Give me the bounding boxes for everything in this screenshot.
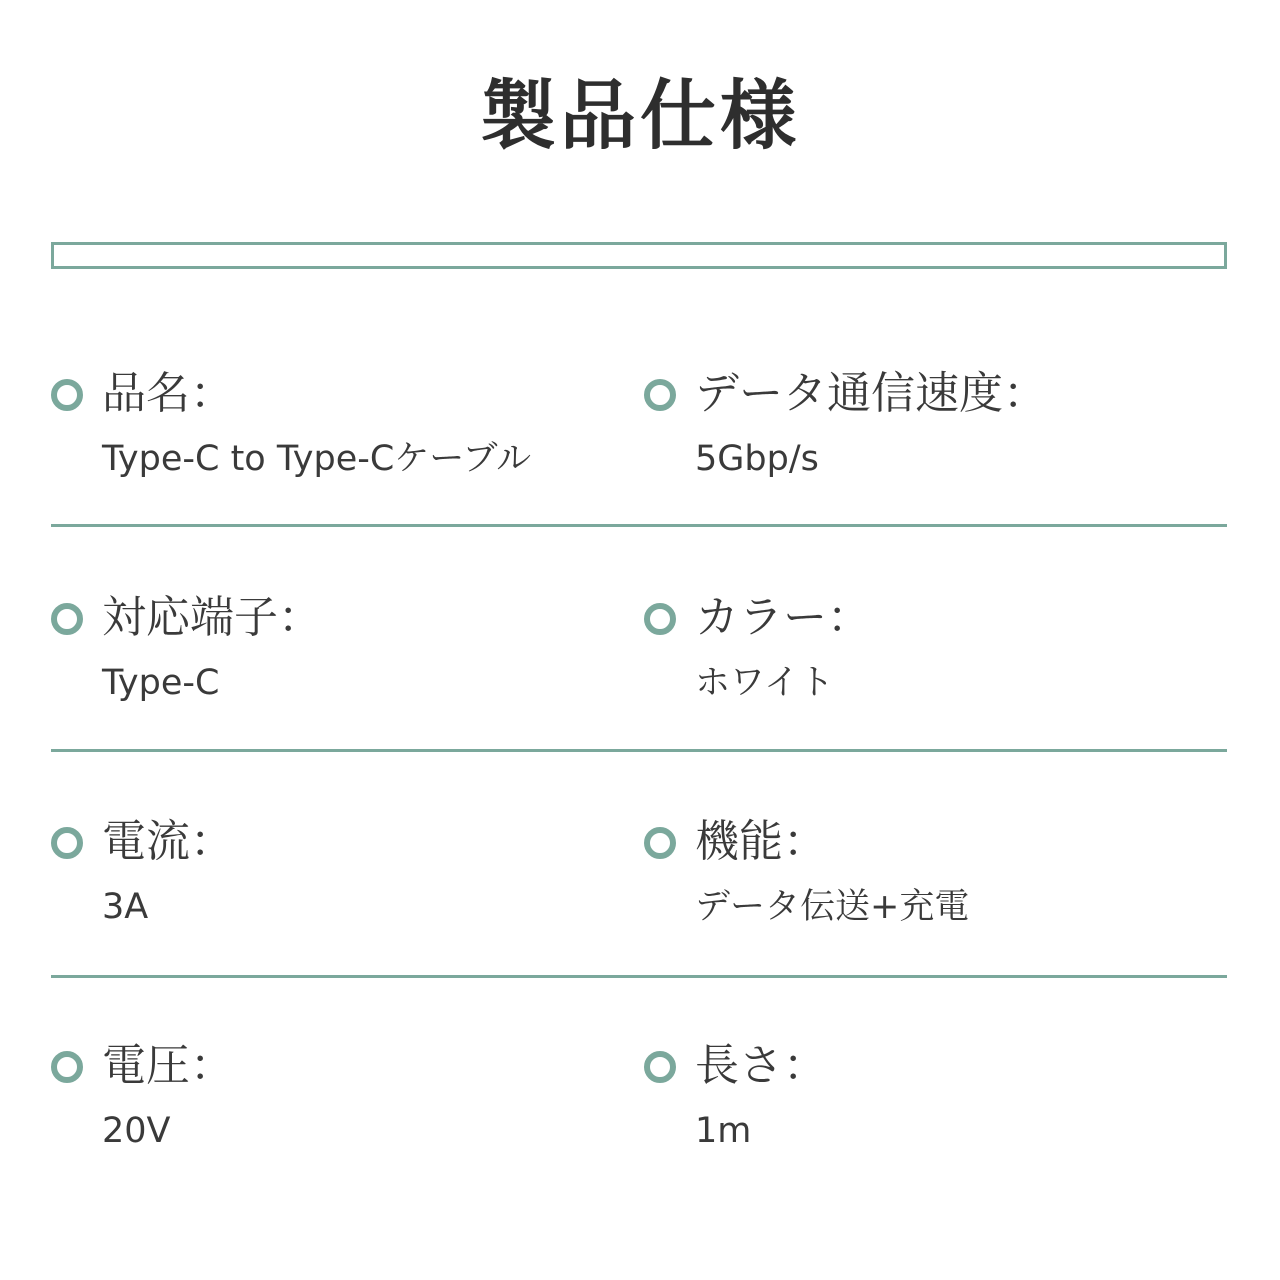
spec-label: 電圧： <box>102 1040 234 1091</box>
page-title: 製品仕様 <box>480 71 800 160</box>
spec-label: 長さ： <box>695 1040 827 1091</box>
spec-value: データ伝送+充電 <box>695 887 970 927</box>
title-underline-bar <box>51 242 1227 269</box>
spec-value: 3A <box>102 887 149 927</box>
spec-label: 電流： <box>102 816 234 867</box>
spec-label: 品名： <box>102 368 234 419</box>
spec-value: ホワイト <box>695 663 834 703</box>
spec-label: 対応端子： <box>102 592 322 643</box>
row-divider <box>51 975 1227 978</box>
spec-label: データ通信速度： <box>695 368 1047 419</box>
circle-bullet-icon <box>644 603 676 635</box>
spec-value: Type-C to Type-Cケーブル <box>102 439 532 479</box>
row-divider <box>51 524 1227 527</box>
spec-label: 機能： <box>695 816 827 867</box>
row-divider <box>51 749 1227 752</box>
spec-value: 5Gbp/s <box>695 439 819 479</box>
circle-bullet-icon <box>51 603 83 635</box>
spec-value: 20V <box>102 1111 171 1151</box>
spec-value: Type-C <box>102 663 220 703</box>
circle-bullet-icon <box>51 827 83 859</box>
circle-bullet-icon <box>644 1051 676 1083</box>
spec-label: カラー： <box>695 592 871 643</box>
spec-value: 1m <box>695 1111 752 1151</box>
circle-bullet-icon <box>51 379 83 411</box>
circle-bullet-icon <box>644 827 676 859</box>
circle-bullet-icon <box>644 379 676 411</box>
circle-bullet-icon <box>51 1051 83 1083</box>
